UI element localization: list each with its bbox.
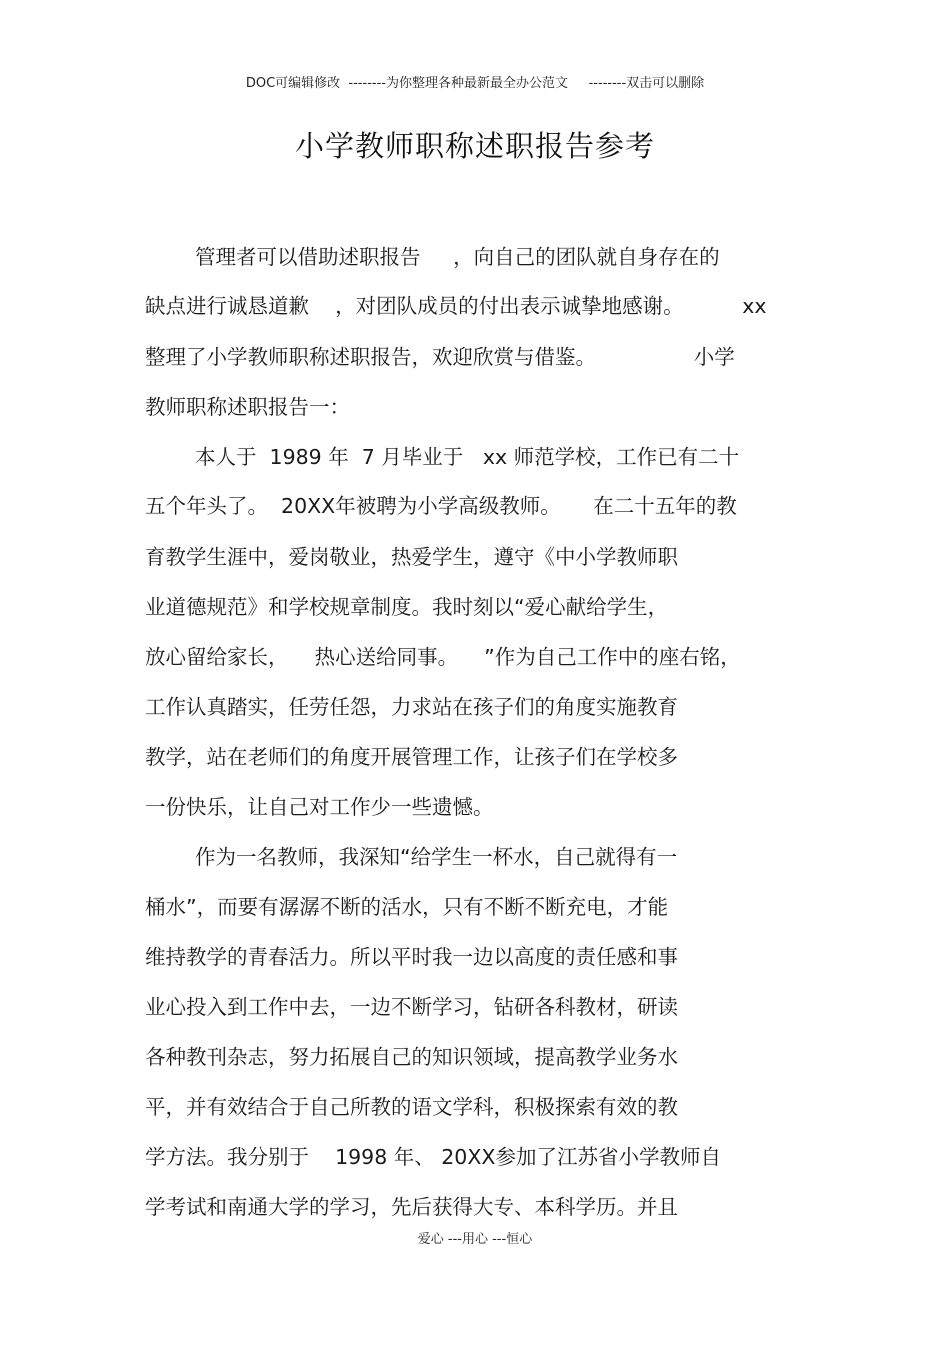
body-line: 管理者可以借助述职报告 ，向自己的团队就自身存在的 <box>195 245 720 269</box>
body-line: 整理了小学教师职称述职报告，欢迎欣赏与借鉴。 小学 <box>145 345 735 369</box>
body-line: 业道德规范》和学校规章制度。我时刻以“爱心献给学生， <box>145 595 669 619</box>
body-line: 育教学生涯中，爱岗敬业，热爱学生，遵守《中小学教师职 <box>145 545 678 569</box>
body-line: 放心留给家长， 热心送给同事。 ”作为自己工作中的座右铭， <box>145 645 741 669</box>
body-line: 缺点进行诚恳道歉 ，对团队成员的付出表示诚挚地感谢。 xx <box>145 294 767 318</box>
body-line: 工作认真踏实，任劳任怨，力求站在孩子们的角度实施教育 <box>145 695 678 719</box>
body-line: 学考试和南通大学的学习，先后获得大专、本科学历。并且 <box>145 1195 678 1219</box>
body-line: 桶水”，而要有潺潺不断的活水，只有不断不断充电，才能 <box>145 895 669 919</box>
body-line: 作为一名教师，我深知“给学生一杯水，自己就得有一 <box>195 845 678 869</box>
body-line: 本人于 1989 年 7 月毕业于 xx 师范学校，工作已有二十 <box>195 445 740 469</box>
body-line: 教学，站在老师们的角度开展管理工作，让孩子们在学校多 <box>145 745 678 769</box>
body-line: 维持教学的青春活力。所以平时我一边以高度的责任感和事 <box>145 945 678 969</box>
body-line: 一份快乐，让自己对工作少一些遗憾。 <box>145 795 494 819</box>
body-line: 五个年头了。 20XX年被聘为小学高级教师。 在二十五年的教 <box>145 494 737 518</box>
page-footer: 爱心 ---用心 ---恒心 <box>417 1232 533 1247</box>
body-line: 学方法。我分别于 1998 年、 20XX参加了江苏省小学教师自 <box>145 1145 721 1169</box>
body-line: 教师职称述职报告一： <box>145 395 350 419</box>
body-line: 业心投入到工作中去，一边不断学习，钻研各科教材，研读 <box>145 995 678 1019</box>
body-line: 各种教刊杂志，努力拓展自己的知识领域，提高教学业务水 <box>145 1045 678 1069</box>
body-line: 平，并有效结合于自己所教的语文学科，积极探索有效的教 <box>145 1095 678 1119</box>
document-title: 小学教师职称述职报告参考 <box>294 129 655 163</box>
page-header: DOC可编辑修改 --------为你整理各种最新最全办公范文 --------双击可以删除 <box>245 76 705 91</box>
